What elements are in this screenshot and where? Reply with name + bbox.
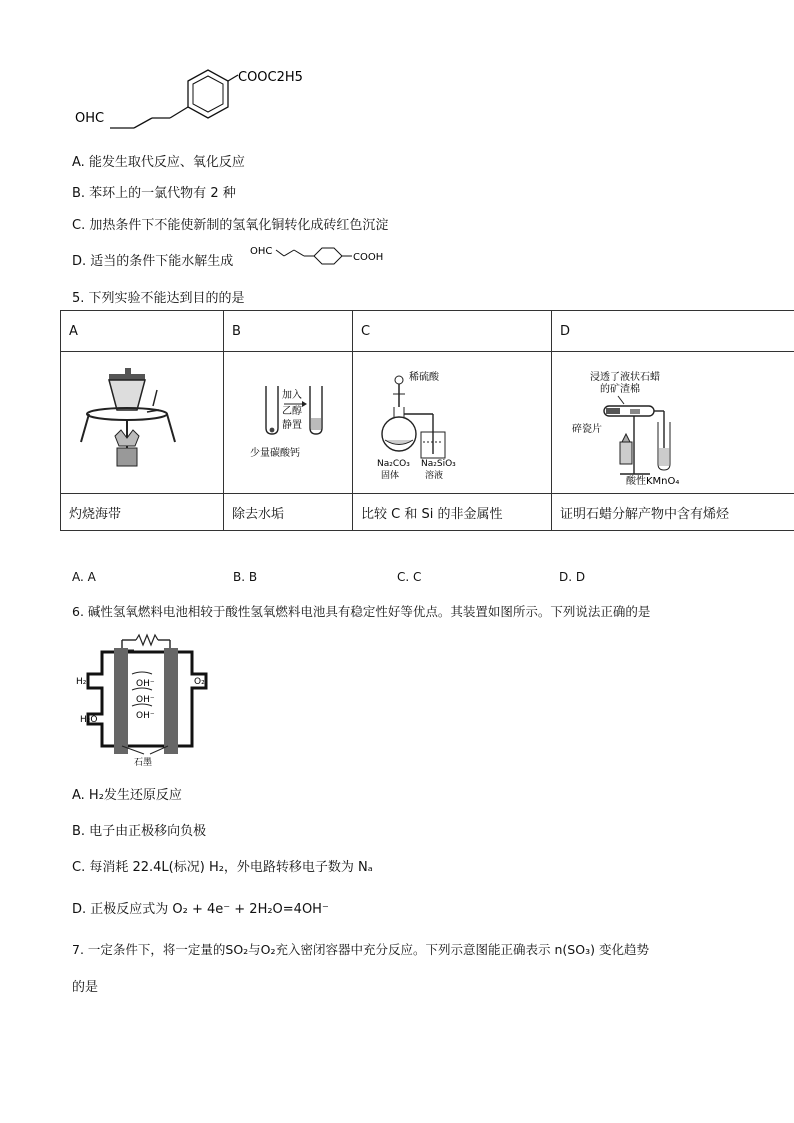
q4-structure: [70, 62, 330, 132]
q5-header-b: B: [224, 311, 353, 352]
q5-fig-c-acid: 稀硫酸: [409, 372, 439, 383]
q4-d-struct-right: COOH: [353, 252, 384, 263]
q5-fig-d-top-1: 浸透了液状石蜡: [590, 372, 660, 383]
q5-fig-b-add-3: 静置: [282, 420, 302, 431]
q5-stem: 5. 下列实验不能达到目的的是: [72, 291, 245, 306]
q5-answer-b: B. B: [233, 570, 258, 584]
q5-caption-a: 灼烧海带: [61, 494, 224, 531]
q5-fig-d-top-2: 的矿渣棉: [600, 384, 640, 395]
q5-answer-c: C. C: [397, 570, 422, 584]
q6-fig-oh-3: OH⁻: [136, 711, 155, 721]
q6-fig-graphite: 石墨: [134, 758, 153, 768]
q7-stem-line-2: 的是: [72, 980, 99, 995]
q7-stem-line-1: 7. 一定条件下，将一定量的SO₂与O₂充入密闭容器中充分反应。下列示意图能正确表示 n(SO₃) 变化趋势: [72, 942, 649, 957]
q6-fig-h2o: H₂O: [80, 715, 98, 725]
q4-d-struct-left: OHC: [250, 246, 273, 257]
q5-figure-b: [224, 352, 353, 494]
q4-option-c: C. 加热条件下不能使新制的氢氧化铜转化成砖红色沉淀: [72, 218, 389, 233]
q6-fig-o2: O₂: [194, 677, 205, 687]
q4-option-b: B. 苯环上的一氯代物有 2 种: [72, 186, 236, 201]
q5-fig-d-bottom: 酸性KMnO₄: [626, 476, 680, 487]
q6-option-b: B. 电子由正极移向负极: [72, 824, 207, 839]
q5-fig-c-left-2: 固体: [381, 471, 400, 481]
q6-option-a: A. H₂发生还原反应: [72, 788, 182, 803]
q5-caption-c: 比较 C 和 Si 的非金属性: [353, 494, 552, 531]
q5-answer-a: A. A: [72, 570, 96, 584]
q5-fig-b-add-2: 乙醇: [282, 406, 302, 417]
q5-fig-c-right-2: 溶液: [425, 471, 444, 481]
q5-fig-b-add-1: 加入: [282, 390, 302, 401]
q5-header-a: A: [61, 311, 224, 352]
q4-struct-left-label: OHC: [75, 111, 105, 126]
q5-caption-d: 证明石蜡分解产物中含有烯烃: [552, 494, 794, 531]
q6-option-c: C. 每消耗 22.4L(标况) H₂，外电路转移电子数为 Nₐ: [72, 860, 373, 875]
q5-fig-c-left-1: Na₂CO₃: [377, 459, 410, 469]
q5-figure-a: [61, 352, 224, 494]
q6-stem: 6. 碱性氢氧燃料电池相较于酸性氢氧燃料电池具有稳定性好等优点。其装置如图所示。下列说法正确的是: [72, 604, 651, 619]
q4-struct-top-label: COOC2H5: [238, 70, 303, 85]
q4-option-a: A. 能发生取代反应、氧化反应: [72, 155, 245, 170]
q5-table: [60, 310, 794, 531]
q5-answer-d: D. D: [559, 570, 586, 584]
q6-fig-oh-1: OH⁻: [136, 679, 155, 689]
q4-option-d: D. 适当的条件下能水解生成: [72, 254, 234, 269]
q5-fig-b-bottom: 少量碳酸钙: [250, 448, 300, 459]
q5-figure-c: [353, 352, 552, 494]
q6-option-d: D. 正极反应式为 O₂ + 4e⁻ + 2H₂O=4OH⁻: [72, 902, 329, 917]
q6-fuel-cell-figure: [72, 628, 222, 768]
q6-fig-h2: H₂: [76, 677, 87, 687]
q5-fig-d-left: 碎瓷片: [572, 424, 602, 435]
q5-caption-b: 除去水垢: [224, 494, 353, 531]
q6-fig-oh-2: OH⁻: [136, 695, 155, 705]
q4-d-structure: [248, 240, 398, 272]
q5-header-d: D: [552, 311, 794, 352]
q5-header-c: C: [353, 311, 552, 352]
q5-fig-c-right-1: Na₂SiO₃: [421, 459, 456, 469]
q5-figure-d: [552, 352, 794, 494]
